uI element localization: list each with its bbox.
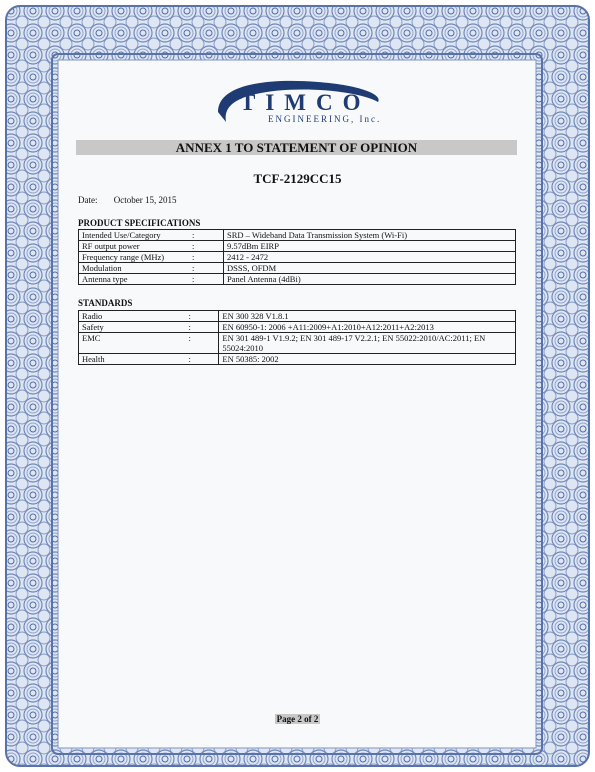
spec-separator: : [189, 274, 224, 285]
table-row [79, 311, 516, 322]
standard-label: Health [79, 354, 186, 365]
standard-label: Safety [79, 322, 186, 333]
table-row [79, 354, 516, 365]
product-specifications-table [78, 229, 516, 285]
spec-separator: : [189, 230, 224, 241]
standard-label: EMC [79, 333, 186, 354]
logo-wordmark: TIMCO [240, 90, 371, 115]
spec-label: RF output power [79, 241, 190, 252]
spec-value: 9.57dBm EIRP [224, 241, 516, 252]
table-row [79, 322, 516, 333]
reference-number: TCF-2129CC15 [253, 171, 342, 186]
table-row [79, 333, 516, 354]
spec-value: Panel Antenna (4dBi) [224, 274, 516, 285]
table-row [79, 230, 516, 241]
logo-tagline: ENGINEERING, Inc. [268, 114, 382, 124]
standards-title: STANDARDS [78, 298, 133, 308]
document-page [63, 64, 529, 744]
table-row [79, 241, 516, 252]
spec-separator: : [189, 252, 224, 263]
date-value: October 15, 2015 [113, 195, 177, 205]
page-number: Page 2 of 2 [276, 714, 319, 724]
spec-separator: : [189, 241, 224, 252]
standard-value: EN 300 328 V1.8.1 [219, 311, 516, 322]
table-row [79, 274, 516, 285]
spec-value: SRD – Wideband Data Transmission System (Wi-Fi) [224, 230, 516, 241]
standard-separator: : [186, 354, 219, 365]
date-label: Date: [78, 195, 98, 205]
standard-value: EN 60950-1: 2006 +A11:2009+A1:2010+A12:2011+A2:2013 [219, 322, 516, 333]
spec-label: Intended Use/Category [79, 230, 190, 241]
standard-separator: : [186, 322, 219, 333]
spec-value: DSSS, OFDM [224, 263, 516, 274]
spec-label: Antenna type [79, 274, 190, 285]
product-specifications-title: PRODUCT SPECIFICATIONS [78, 218, 201, 228]
standard-label: Radio [79, 311, 186, 322]
spec-value: 2412 - 2472 [224, 252, 516, 263]
table-row [79, 252, 516, 263]
standards-table [78, 310, 516, 365]
spec-label: Frequency range (MHz) [79, 252, 190, 263]
table-row [79, 263, 516, 274]
spec-separator: : [189, 263, 224, 274]
page-footer [0, 714, 595, 724]
standard-separator: : [186, 333, 219, 354]
standard-value: EN 301 489-1 V1.9.2; EN 301 489-17 V2.2.1; EN 55022:2010/AC:2011; EN 55024:2010 [219, 333, 516, 354]
standard-separator: : [186, 311, 219, 322]
standard-value: EN 50385: 2002 [219, 354, 516, 365]
date-row [78, 195, 177, 205]
spec-label: Modulation [79, 263, 190, 274]
document-title: ANNEX 1 TO STATEMENT OF OPINION [76, 140, 517, 155]
